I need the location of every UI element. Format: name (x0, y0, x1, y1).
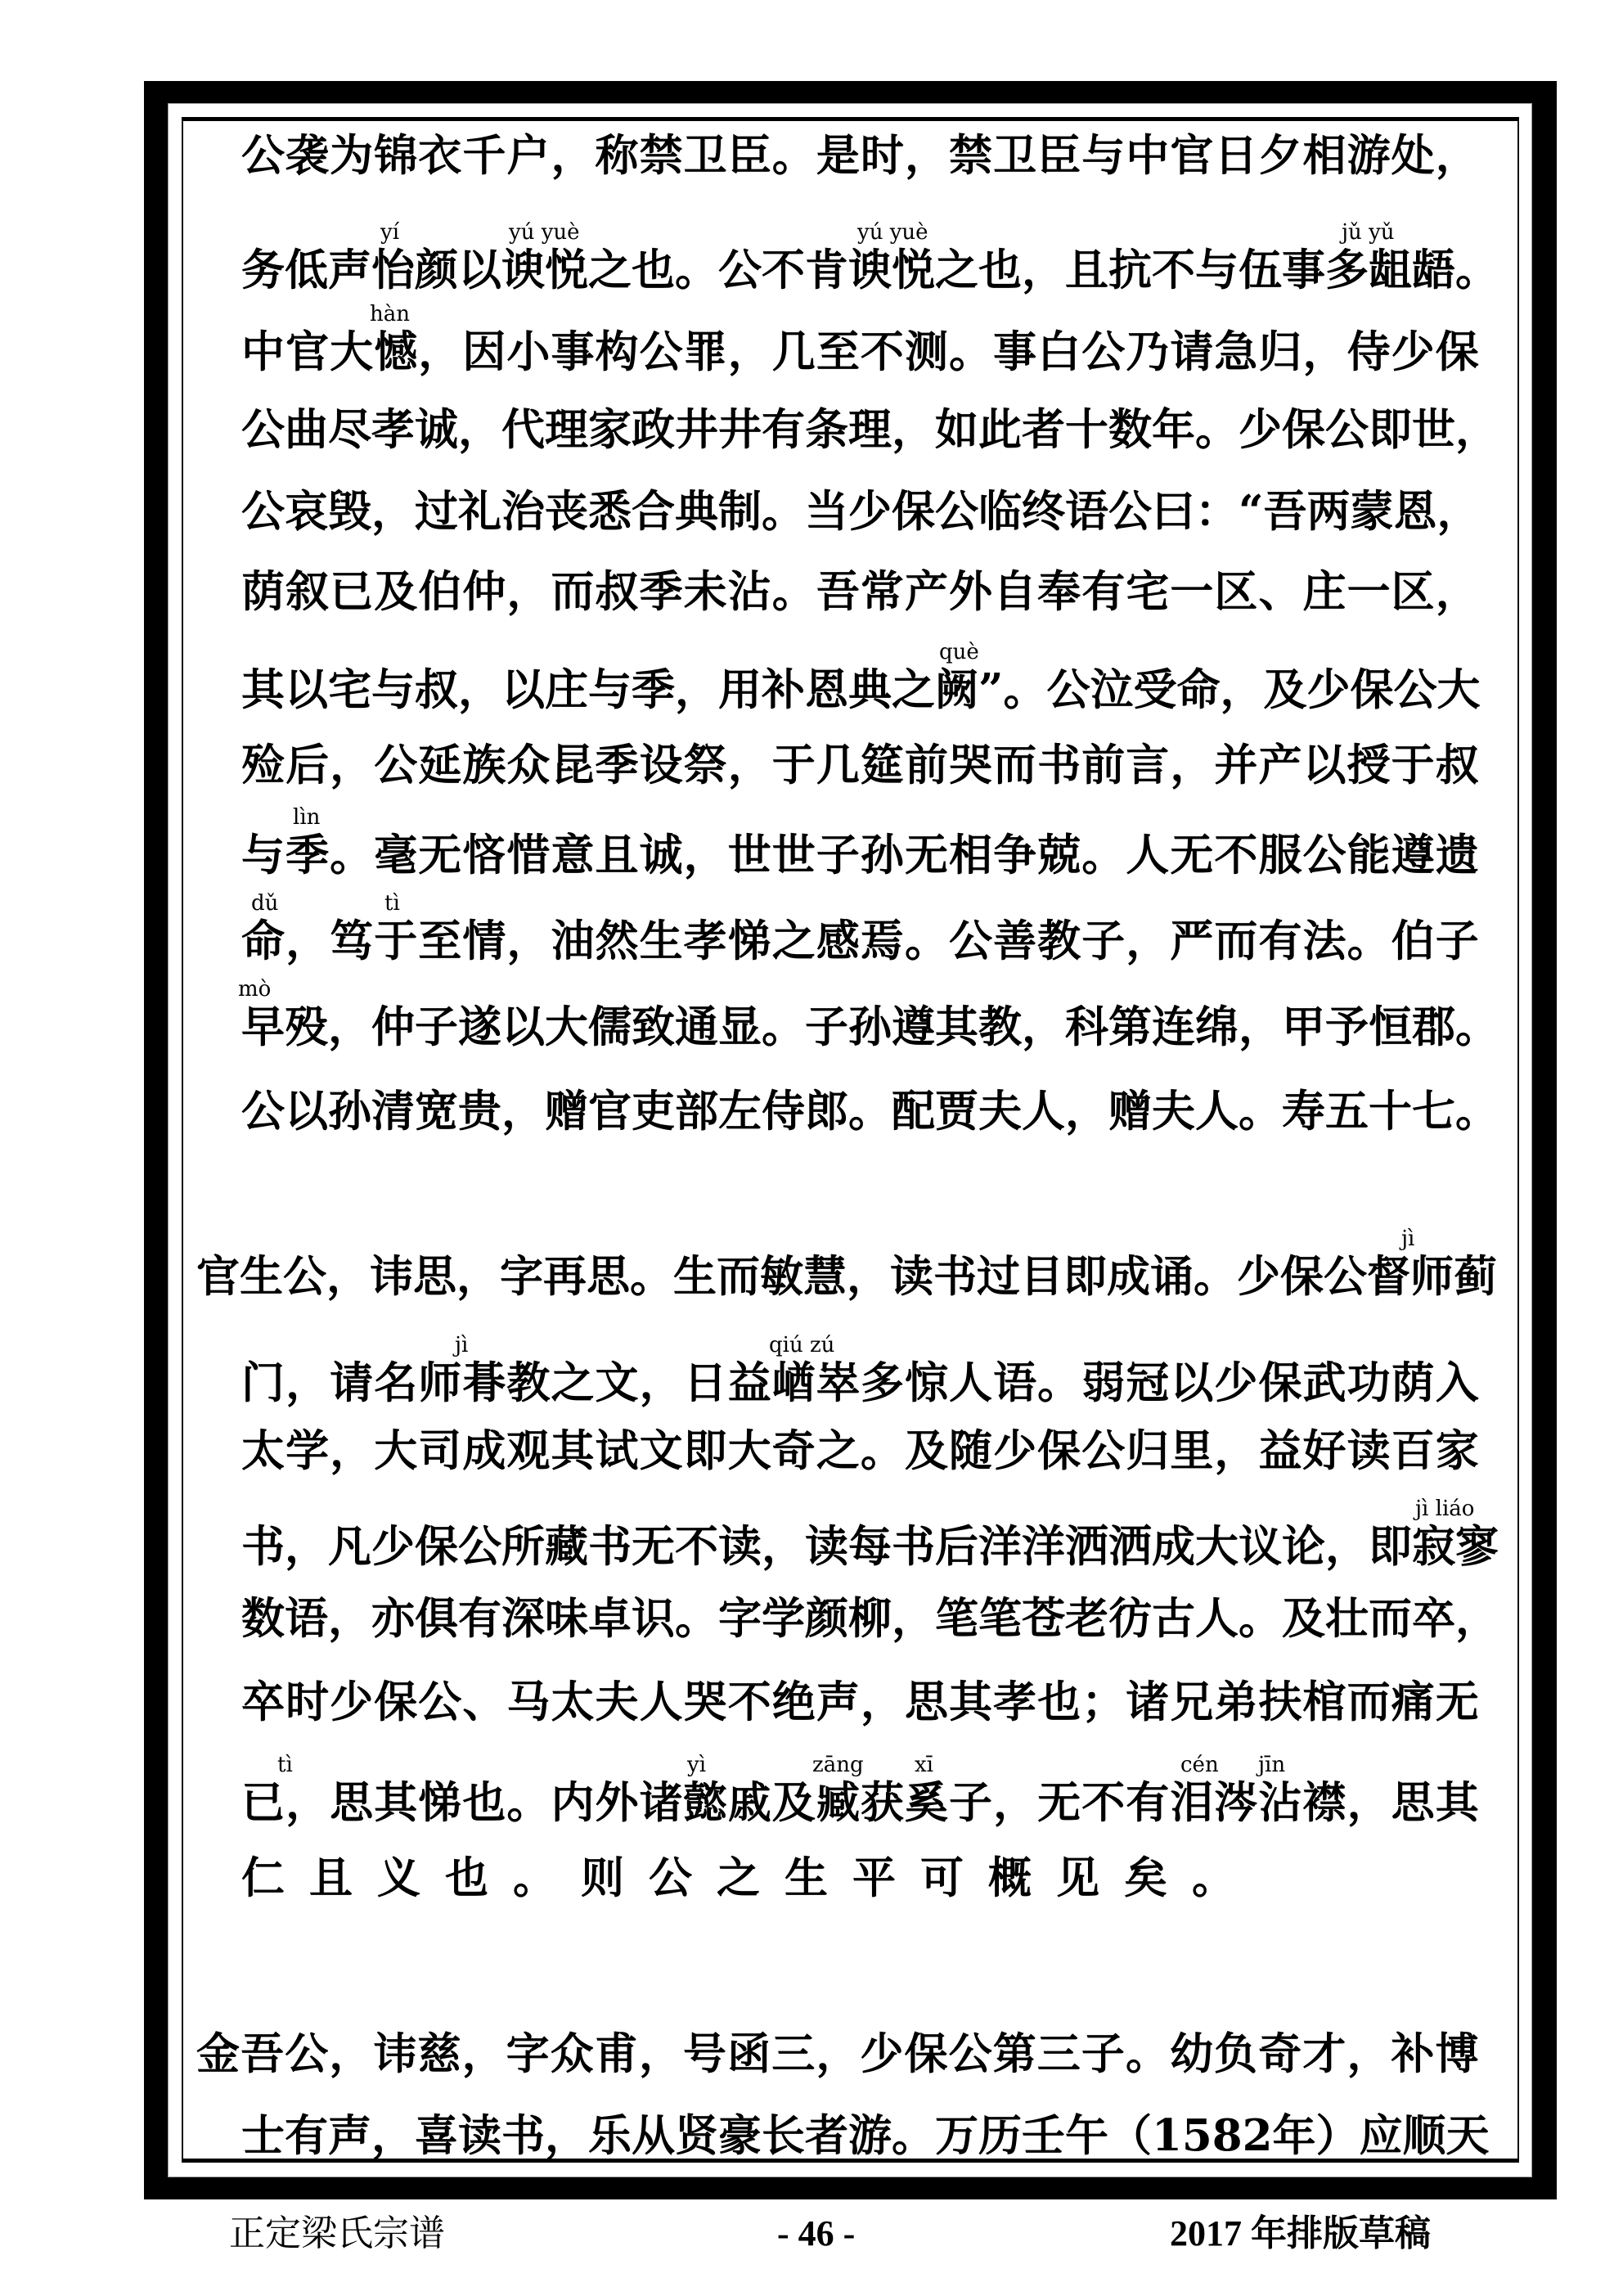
text-line: 公 哀 毁 ， 过 礼 治 丧 悉 合 典 制 。 当 少 保 公 临 终 语 公 曰 ： “ 吾 两 蒙 恩 ， (241, 486, 1481, 537)
text-line: 仁 且 义 也 。 则 公 之 生 平 可 概 见 矣 。 (241, 1853, 1235, 1903)
pinyin-annotation: lìn (293, 805, 321, 830)
pinyin-annotation: jì (455, 1333, 469, 1357)
text-line: 官 生 公 ， 讳 思 ， 字 再 思 。 生 而 敏 慧 ， 读 书 过 目 即 成 诵 。 少 保 公 督 师 蓟 (196, 1251, 1497, 1302)
pinyin-annotation: jīn (1258, 1753, 1286, 1777)
text-line: 命 ， 笃 于 至 情 ， 油 然 生 孝 悌 之 感 焉 。 公 善 教 子 ， 严 而 有 法 。 伯 子 (241, 916, 1479, 966)
pinyin-annotation: qiú zú (769, 1333, 835, 1357)
footer-draft-note: 2017 年排版草稿 (1170, 2213, 1431, 2253)
pinyin-annotation: tì (277, 1753, 293, 1777)
pinyin-annotation: jì liáo (1415, 1497, 1475, 1521)
pinyin-annotation: yì (687, 1753, 707, 1777)
text-line: 荫 叙 已 及 伯 仲 ， 而 叔 季 未 沾 。 吾 常 产 外 自 奉 有 宅 一 区 、 庄 一 区 ， (241, 566, 1479, 617)
footer-page-number: - 46 - (777, 2213, 856, 2253)
text-line: 卒 时 少 保 公 、 马 太 夫 人 哭 不 绝 声 ， 思 其 孝 也 ； 诸 兄 弟 扶 棺 而 痛 无 (241, 1677, 1479, 1727)
pinyin-annotation: cén (1180, 1753, 1219, 1777)
text-line: 已 ， 思 其 悌 也 。 内 外 诸 懿 戚 及 臧 获 奚 子 ， 无 不 有 泪 涔 沾 襟 ， 思 其 (241, 1777, 1479, 1828)
text-line: 公 袭 为 锦 衣 千 户 ， 称 禁 卫 臣 。 是 时 ， 禁 卫 臣 与 中 官 日 夕 相 游 处 ， (241, 130, 1479, 181)
pinyin-annotation: yí (380, 220, 400, 245)
pinyin-annotation: yú yuè (857, 220, 928, 245)
pinyin-annotation: zāng (812, 1753, 864, 1777)
text-line: 数 语 ， 亦 俱 有 深 味 卓 识 。 字 学 颜 柳 ， 笔 笔 苍 老 彷 古 人 。 及 壮 而 卒 ， (241, 1593, 1499, 1644)
pinyin-annotation: jì (1401, 1227, 1415, 1251)
pinyin-annotation: xī (915, 1753, 933, 1777)
text-line: 书 ， 凡 少 保 公 所 藏 书 无 不 读 ， 读 每 书 后 洋 洋 洒 洒 成 大 议 论 ， 即 寂 寥 (241, 1521, 1499, 1572)
text-line: 早 殁 ， 仲 子 遂 以 大 儒 致 通 显 。 子 孙 遵 其 教 ， 科 第 连 绵 ， 甲 予 恒 郡 。 (241, 1002, 1499, 1052)
pinyin-annotation: hàn (370, 302, 410, 326)
text-line: 门 ， 请 名 师 朞 教 之 文 ， 日 益 崷 崒 多 惊 人 语 。 弱 冠 以 少 保 武 功 荫 入 (241, 1357, 1479, 1408)
text-line: 太 学 ， 大 司 成 观 其 试 文 即 大 奇 之 。 及 随 少 保 公 归 里 ， 益 好 读 百 家 (241, 1425, 1479, 1476)
pinyin-annotation: dǔ (251, 891, 279, 916)
pinyin-annotation: jǔ yǔ (1342, 220, 1395, 245)
text-line: 务 低 声 怡 颜 以 谀 悦 之 也 。 公 不 肯 谀 悦 之 也 ， 且 抗 不 与 伍 事 多 龃 龉 。 (241, 245, 1499, 295)
text-line: 士 有 声 ， 喜 读 书 ， 乐 从 贤 豪 长 者 游 。 万 历 壬 午 （ 1582 年 ） 应 顺 天 (241, 2110, 1490, 2161)
text-line: 金 吾 公 ， 讳 慈 ， 字 众 甫 ， 号 函 三 ， 少 保 公 第 三 子 。 幼 负 奇 才 ， 补 博 (196, 2028, 1479, 2079)
pinyin-annotation: yú yuè (509, 220, 580, 245)
footer-book-title: 正定梁氏宗谱 (229, 2213, 445, 2253)
pinyin-annotation: tì (384, 891, 400, 916)
text-line: 公 以 孙 清 宽 贵 ， 赠 官 吏 部 左 侍 郎 。 配 贾 夫 人 ， 赠 夫 人 。 寿 五 十 七 。 (241, 1086, 1499, 1137)
text-line: 与 季 。 毫 无 悋 惜 意 且 诚 ， 世 世 子 孙 无 相 争 兢 。 人 无 不 服 公 能 遵 遗 (241, 830, 1479, 880)
text-line: 中 官 大 憾 ， 因 小 事 构 公 罪 ， 几 至 不 测 。 事 白 公 乃 请 急 归 ， 侍 少 保 (241, 326, 1479, 377)
text-line: 其 以 宅 与 叔 ， 以 庄 与 季 ， 用 补 恩 典 之 阙 ” 。 公 泣 受 命 ， 及 少 保 公 大 (241, 664, 1481, 715)
pinyin-annotation: què (939, 640, 979, 664)
text-line: 殓 后 ， 公 延 族 众 昆 季 设 祭 ， 于 几 筵 前 哭 而 书 前 言 ， 并 产 以 授 于 叔 (241, 740, 1479, 790)
pinyin-annotation: mò (238, 977, 272, 1002)
text-line: 公 曲 尽 孝 诚 ， 代 理 家 政 井 井 有 条 理 ， 如 此 者 十 数 年 。 少 保 公 即 世 ， (241, 404, 1499, 455)
